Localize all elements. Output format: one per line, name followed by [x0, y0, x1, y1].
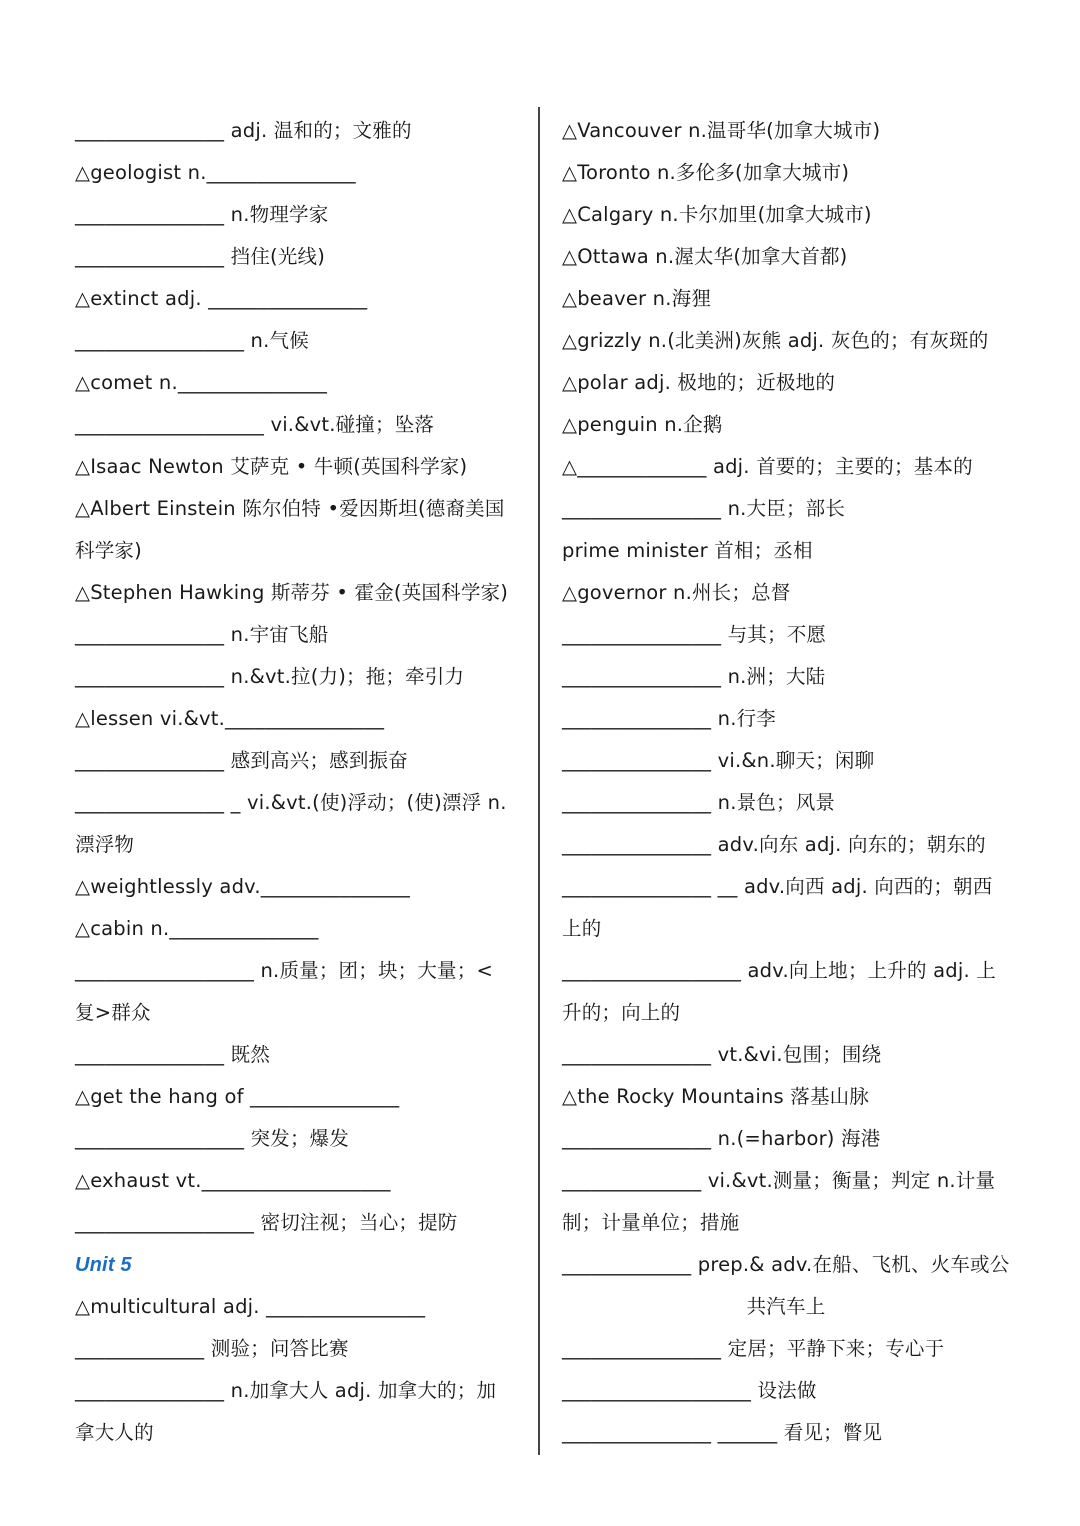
vocab-line: △lessen vi.&vt.________________: [75, 707, 385, 730]
vocab-line: _______________ __ adv.向西 adj. 向西的；朝西: [562, 875, 993, 898]
vocab-line: △_____________ adj. 首要的；主要的；基本的: [562, 455, 973, 478]
vocab-line: △exhaust vt.___________________: [75, 1169, 391, 1192]
vocab-line: 制；计量单位；措施: [562, 1211, 740, 1234]
vocab-line: △cabin n._______________: [75, 917, 319, 940]
vocab-line: △comet n._______________: [75, 371, 328, 394]
vocab-line: △polar adj. 极地的；近极地的: [562, 371, 836, 394]
vocab-line: _______________ adj. 温和的；文雅的: [75, 119, 412, 142]
vocab-line: ___________________ vi.&vt.碰撞；坠落: [75, 413, 435, 436]
vocab-line: __________________ 密切注视；当心；提防: [75, 1211, 458, 1234]
vocab-line: _______________ 既然: [75, 1043, 271, 1066]
vocab-line: △Vancouver n.温哥华(加拿大城市): [562, 119, 881, 142]
vocab-line: _______________ n.&vt.拉(力)；拖；牵引力: [75, 665, 465, 688]
vocab-line: _______________ n.宇宙飞船: [75, 623, 329, 646]
vocab-line: _____________ 测验；问答比赛: [75, 1337, 349, 1360]
right-column: [562, 110, 1010, 1454]
vocab-line: _______________ ______ 看见；瞥见: [562, 1421, 883, 1444]
vocab-line: △Albert Einstein 陈尔伯特 •爱因斯坦(德裔美国: [75, 497, 505, 520]
vocab-line: 拿大人的: [75, 1421, 154, 1444]
vocab-line: _____________ prep.& adv.在船、飞机、火车或公: [562, 1253, 1010, 1276]
unit-heading: Unit 5: [75, 1254, 132, 1276]
vocab-line: ______________ vi.&vt.测量；衡量；判定 n.计量: [562, 1169, 996, 1192]
vocab-line: ___________________ 设法做: [562, 1379, 817, 1402]
vocab-line: △extinct adj. ________________: [75, 287, 368, 310]
vocab-line: __________________ adv.向上地；上升的 adj. 上: [562, 959, 996, 982]
vocab-line: _______________ n.物理学家: [75, 203, 329, 226]
vocab-line: △geologist n._______________: [75, 161, 356, 184]
vocab-line: △Toronto n.多伦多(加拿大城市): [562, 161, 850, 184]
vocab-line: △governor n.州长；总督: [562, 581, 791, 604]
vocab-line: △penguin n.企鹅: [562, 413, 723, 436]
vocab-line: △get the hang of _______________: [75, 1085, 400, 1108]
vocab-line: __________________ n.质量；团；块；大量；<: [75, 959, 493, 982]
vocab-line: _______________ n.加拿大人 adj. 加拿大的；加: [75, 1379, 497, 1402]
vocab-line: ________________ n.洲；大陆: [562, 665, 826, 688]
vocab-line: _______________ n.行李: [562, 707, 777, 730]
vocab-line: △Calgary n.卡尔加里(加拿大城市): [562, 203, 872, 226]
vocab-line: △Isaac Newton 艾萨克 • 牛顿(英国科学家): [75, 455, 468, 478]
vocab-line: ________________ 定居；平静下来；专心于: [562, 1337, 945, 1360]
vocab-line: △grizzly n.(北美洲)灰熊 adj. 灰色的；有灰斑的: [562, 329, 989, 352]
vocab-line: △beaver n.海狸: [562, 287, 712, 310]
vocab-line: △multicultural adj. ________________: [75, 1295, 426, 1318]
vocab-line: △Stephen Hawking 斯蒂芬 • 霍金(英国科学家): [75, 581, 509, 604]
vocab-line: _______________ 感到高兴；感到振奋: [75, 749, 408, 772]
left-column: [75, 110, 525, 1454]
vocab-line: 复>群众: [75, 1001, 151, 1024]
vocab-line: △Ottawa n.渥太华(加拿大首都): [562, 245, 848, 268]
vocab-line: _______________ vi.&n.聊天；闲聊: [562, 749, 875, 772]
vocab-line: _______________ 挡住(光线): [75, 245, 326, 268]
vocab-line: 上的: [562, 917, 602, 940]
column-divider: [538, 107, 540, 1455]
vocab-line: △weightlessly adv._______________: [75, 875, 411, 898]
vocab-line: _________________ n.气候: [75, 329, 309, 352]
vocab-line: _______________ vt.&vi.包围；围绕: [562, 1043, 882, 1066]
vocab-line: prime minister 首相；丞相: [562, 539, 813, 562]
vocab-line: _______________ n.(=harbor) 海港: [562, 1127, 881, 1150]
vocab-line: _______________ n.景色；风景: [562, 791, 836, 814]
vocab-line: ________________ 与其；不愿: [562, 623, 827, 646]
vocab-line: 共汽车上: [746, 1295, 826, 1318]
vocab-line: 升的；向上的: [562, 1001, 681, 1024]
vocab-line: ________________ n.大臣；部长: [562, 497, 846, 520]
vocab-line: △the Rocky Mountains 落基山脉: [562, 1085, 870, 1108]
vocab-line: 科学家): [75, 539, 142, 562]
vocab-line: 漂浮物: [75, 833, 135, 856]
vocab-line: _________________ 突发；爆发: [75, 1127, 350, 1150]
vocab-line: _______________ _ vi.&vt.(使)浮动；(使)漂浮 n.: [75, 791, 507, 814]
vocab-line: _______________ adv.向东 adj. 向东的；朝东的: [562, 833, 986, 856]
